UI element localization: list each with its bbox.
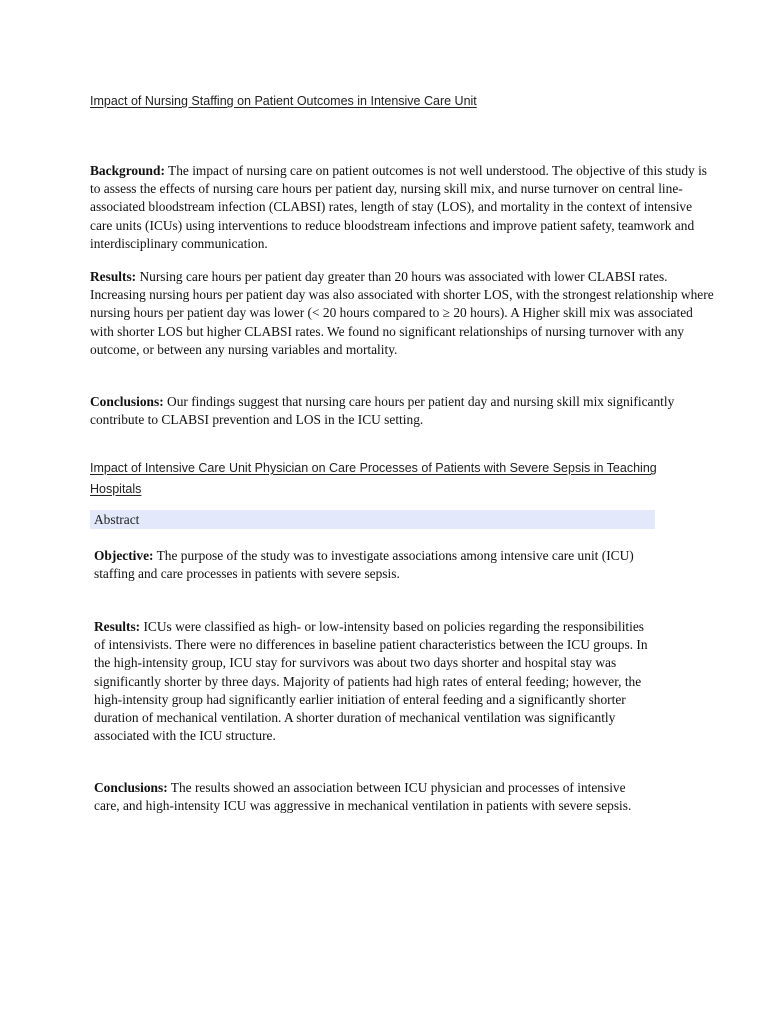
results-text: ICUs were classified as high- or low-intensity based on policies regarding the responsibilities of intensivists. There were no differences in baseline patient characteristics between the ICU groups. In the high-intensity group, ICU stay for survivors was about two days shorter and hospital stay was significantly shorter by three days. Majority of patients had high rates of enteral feeding; however, the high-intensity group had significantly earlier initiation of enteral feeding and a significantly shorter duration of mechanical ventilation. A shorter duration of mechanical ventilation was significantly associated with the ICU structure. <box>94 619 648 744</box>
conclusions-label: Conclusions: <box>90 394 164 409</box>
results-label: Results: <box>94 619 141 634</box>
abstract-heading: Abstract <box>90 510 655 529</box>
background-label: Background: <box>90 163 165 178</box>
section1-title: Impact of Nursing Staffing on Patient Outcomes in Intensive Care Unit <box>90 94 477 108</box>
background-text: The impact of nursing care on patient outcomes is not well understood. The objective of this study is to assess the effects of nursing care hours per patient day, nursing skill mix, and nurse turnover on central line-associated bloodstream infection (CLABSI) rates, length of stay (LOS), and mortality in the context of intensive care units (ICUs) using interventions to reduce bloodstream infections and improve patient safety, teamwork and interdisciplinary communication. <box>90 163 708 251</box>
section1-conclusions-paragraph <box>90 393 714 429</box>
section2-objective-paragraph <box>94 547 654 583</box>
section1-background-paragraph <box>90 162 714 253</box>
conclusions-label: Conclusions: <box>94 780 168 795</box>
section2-results-paragraph <box>94 618 654 745</box>
results-text: Nursing care hours per patient day greater than 20 hours was associated with lower CLABSI rates. Increasing nursing hours per patient day was also associated with shorter LOS, with the strongest relationship where nursing hours per patient day was lower (< 20 hours compared to ≥ 20 hours). A Higher skill mix was associated with shorter LOS but higher CLABSI rates. We found no significant relationships of nursing turnover with any outcome, or between any nursing variables and mortality. <box>90 269 714 357</box>
results-label: Results: <box>90 269 137 284</box>
section1-results-paragraph <box>90 268 714 359</box>
conclusions-text: The results showed an association between ICU physician and processes of intensive care, and high-intensity ICU was aggressive in mechanical ventilation in patients with severe sepsis. <box>94 780 632 814</box>
section2-conclusions-paragraph <box>94 779 654 815</box>
objective-label: Objective: <box>94 548 154 563</box>
section2-title: Impact of Intensive Care Unit Physician on Care Processes of Patients with Severe Sepsis in Teaching Hospitals <box>90 461 657 496</box>
conclusions-text: Our findings suggest that nursing care hours per patient day and nursing skill mix significantly contribute to CLABSI prevention and LOS in the ICU setting. <box>90 394 675 428</box>
objective-text: The purpose of the study was to investigate associations among intensive care unit (ICU) staffing and care processes in patients with severe sepsis. <box>94 548 634 582</box>
